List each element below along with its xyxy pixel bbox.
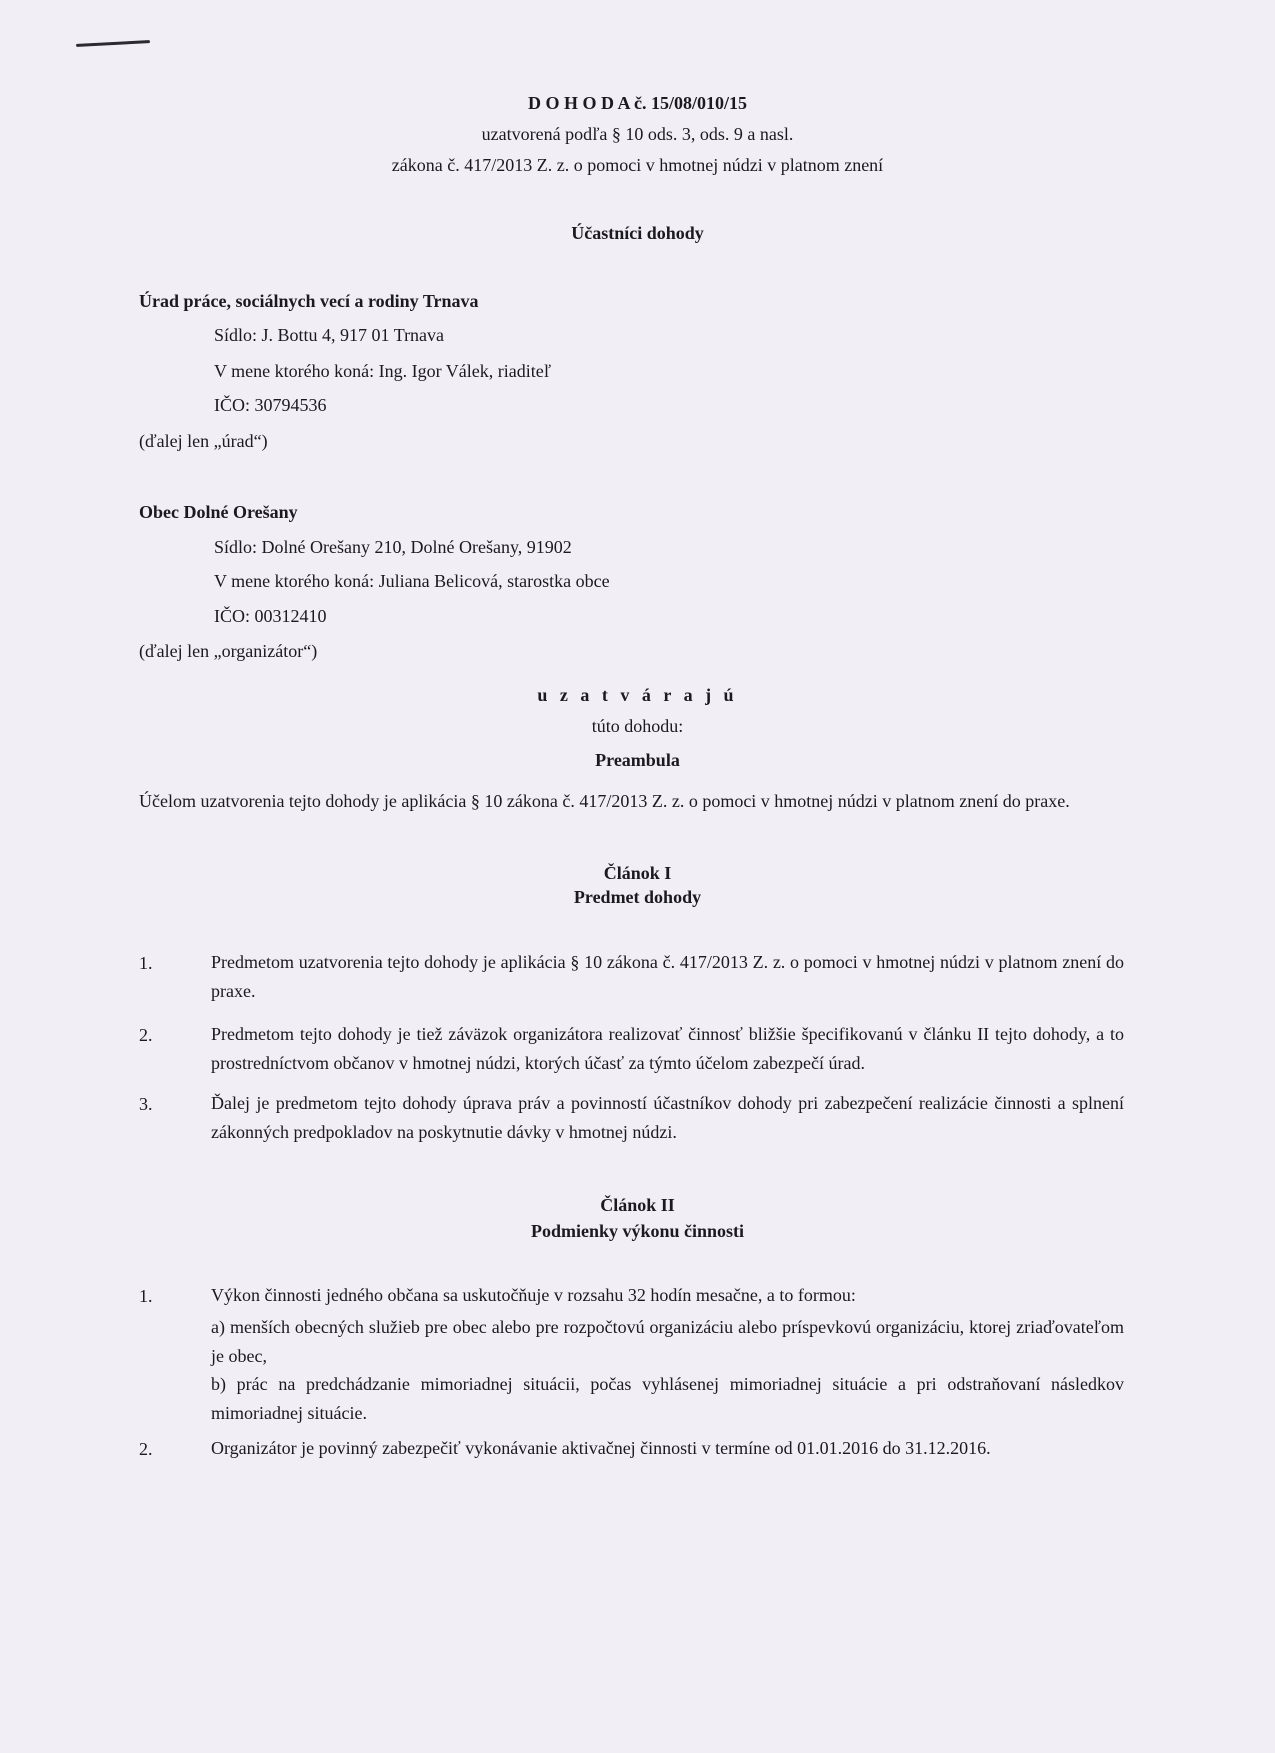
municipality-name: Obec Dolné Orešany	[139, 502, 298, 522]
article2-item1-option-a: a) menších obecných služieb pre obec alebo pre rozpočtovú organizáciu alebo príspevkovú organizáciu, ktorej zriaďovateľom je obec,	[211, 1317, 1124, 1366]
parties-heading: Účastníci dohody	[571, 223, 704, 243]
conclude-word: u z a t v á r a j ú	[537, 685, 738, 705]
article1-item2-text: Predmetom tejto dohody je tiež záväzok organizátora realizovať činnosť bližšie špecifikovanú v článku II tejto dohody, a to prostredníctvom občanov v hmotnej núdzi, ktorých účasť za týmto účelom zabezpečí úrad.	[211, 1024, 1124, 1073]
article1-item2-number: 2.	[139, 1025, 153, 1045]
article2-number: Článok II	[600, 1195, 675, 1215]
office-alias: (ďalej len „úrad“)	[139, 431, 268, 451]
article2-item2-number: 2.	[139, 1439, 153, 1459]
office-representative: V mene ktorého koná: Ing. Igor Válek, riaditeľ	[214, 361, 552, 381]
article1-item3-number: 3.	[139, 1094, 153, 1114]
legal-basis-line1: uzatvorená podľa § 10 ods. 3, ods. 9 a nasl.	[481, 124, 794, 144]
municipality-alias: (ďalej len „organizátor“)	[139, 641, 318, 661]
article2-item1-option-b: b) prác na predchádzanie mimoriadnej situácii, počas vyhlásenej mimoriadnej situácie a pri odstraňovaní následkov mimoriadnej situácie.	[211, 1374, 1124, 1423]
preamble-heading: Preambula	[595, 750, 680, 770]
article2-title: Podmienky výkonu činnosti	[530, 1221, 745, 1241]
municipality-representative: V mene ktorého koná: Juliana Belicová, starostka obce	[214, 571, 610, 591]
scan-pen-mark	[76, 40, 150, 47]
municipality-seat: Sídlo: Dolné Orešany 210, Dolné Orešany, 91902	[214, 537, 572, 557]
article1-item1-number: 1.	[139, 953, 153, 973]
conclude-sub: túto dohodu:	[591, 716, 684, 736]
legal-basis-line2: zákona č. 417/2013 Z. z. o pomoci v hmotnej núdzi v platnom znení	[391, 155, 884, 175]
article2-item1-number: 1.	[139, 1286, 153, 1306]
office-ico: IČO: 30794536	[214, 395, 327, 415]
office-seat: Sídlo: J. Bottu 4, 917 01 Trnava	[214, 325, 445, 345]
article1-item1-text: Predmetom uzatvorenia tejto dohody je aplikácia § 10 zákona č. 417/2013 Z. z. o pomoci v hmotnej núdzi v platnom znení do praxe.	[211, 952, 1124, 1001]
document-title: D O H O D A č. 15/08/010/15	[527, 93, 747, 113]
article1-number: Článok I	[603, 863, 672, 883]
article1-item3-text: Ďalej je predmetom tejto dohody úprava práv a povinností účastníkov dohody pri zabezpečení realizácie činnosti a splnení zákonných predpokladov na poskytnutie dávky v hmotnej núdzi.	[211, 1093, 1124, 1142]
preamble-text: Účelom uzatvorenia tejto dohody je aplikácia § 10 zákona č. 417/2013 Z. z. o pomoci v hmotnej núdzi v platnom znení do praxe.	[139, 791, 1070, 811]
article2-item1-intro: Výkon činnosti jedného občana sa uskutočňuje v rozsahu 32 hodín mesačne, a to formou:	[211, 1285, 856, 1305]
office-name: Úrad práce, sociálnych vecí a rodiny Trnava	[139, 291, 479, 311]
article1-title: Predmet dohody	[573, 887, 702, 907]
article2-item2-text: Organizátor je povinný zabezpečiť vykonávanie aktivačnej činnosti v termíne od 01.01.2016 do 31.12.2016.	[211, 1438, 991, 1458]
municipality-ico: IČO: 00312410	[214, 606, 327, 626]
